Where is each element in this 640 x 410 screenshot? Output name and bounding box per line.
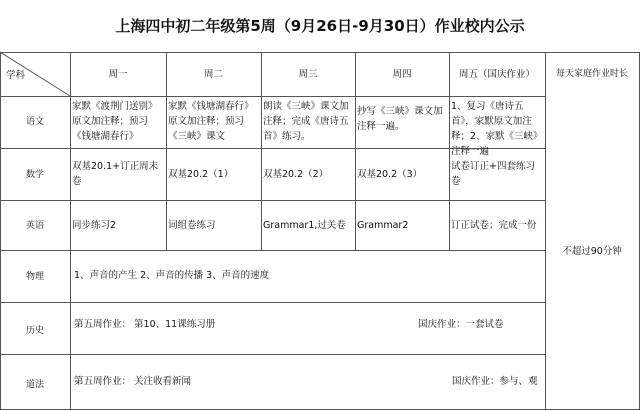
grid-line — [0, 250, 545, 251]
physics-content: 1、声音的产生 2、声音的传播 3、声音的速度 — [74, 270, 270, 281]
grid-line — [0, 96, 545, 97]
homework-table — [0, 52, 640, 410]
column-header-fri: 周五（国庆作业） — [458, 69, 535, 80]
subject-chinese: 语文 — [25, 117, 44, 127]
chinese-thu: 抄写《三峡》课文加注释一遍。 — [357, 106, 443, 132]
politics-week5: 第五周作业： 关注收看新闻 — [74, 376, 192, 387]
math-wed: 双基20.2（2） — [263, 169, 329, 180]
daily-homework-limit: 不超过90分钟 — [562, 246, 622, 257]
column-header-wed: 周三 — [298, 69, 318, 80]
history-week5: 第五周作业： 第10、11课练习册 — [74, 319, 216, 330]
subject-math: 数学 — [25, 170, 44, 180]
english-mon: 同步练习2 — [72, 220, 117, 231]
history-national-day: 国庆作业：一套试卷 — [418, 319, 504, 330]
grid-line — [0, 200, 545, 201]
grid-line — [0, 302, 545, 303]
grid-line — [545, 52, 546, 410]
english-thu: Grammar2 — [357, 220, 409, 231]
math-fri: 试卷订正+四套练习卷 — [451, 161, 535, 187]
grid-line — [0, 354, 545, 355]
grid-line — [70, 52, 71, 410]
politics-national-day: 国庆作业：参与、观 — [452, 376, 538, 387]
column-header-tue: 周二 — [203, 69, 223, 80]
english-fri: 订正试卷；完成一份 — [451, 220, 537, 231]
page-title: 上海四中初二年级第5周（9月26日-9月30日）作业校内公示 — [115, 17, 525, 35]
column-header-thu: 周四 — [392, 69, 412, 80]
chinese-mon: 家默《渡荆门送别》原文加注释；预习《钱塘湖春行》 — [72, 101, 158, 142]
column-header-limit: 每天家庭作业时长 — [555, 69, 628, 79]
subject-history: 历史 — [25, 326, 44, 336]
math-tue: 双基20.2（1） — [168, 169, 234, 180]
math-mon: 双基20.1+订正周末卷 — [72, 161, 159, 187]
english-tue: 词组卷练习 — [168, 220, 216, 231]
math-thu: 双基20.2（3） — [357, 169, 423, 180]
english-wed: Grammar1,过关卷 — [263, 220, 346, 231]
grid-line — [0, 52, 640, 53]
subject-english: 英语 — [25, 221, 44, 231]
chinese-tue: 家默《钱塘湖春行》原文加注释；预习《三峡》课文 — [168, 101, 254, 142]
chinese-fri: 1、复习《唐诗五首》，家默原文加注释；2、家默《三峡》注释一遍 — [451, 101, 543, 157]
header-corner-label: 学科 — [6, 70, 26, 81]
subject-politics: 道法 — [25, 380, 44, 390]
chinese-wed: 朗读《三峡》课文加注释；完成《唐诗五首》练习。 — [263, 101, 349, 142]
subject-physics: 物理 — [25, 272, 44, 282]
column-header-mon: 周一 — [108, 69, 128, 80]
